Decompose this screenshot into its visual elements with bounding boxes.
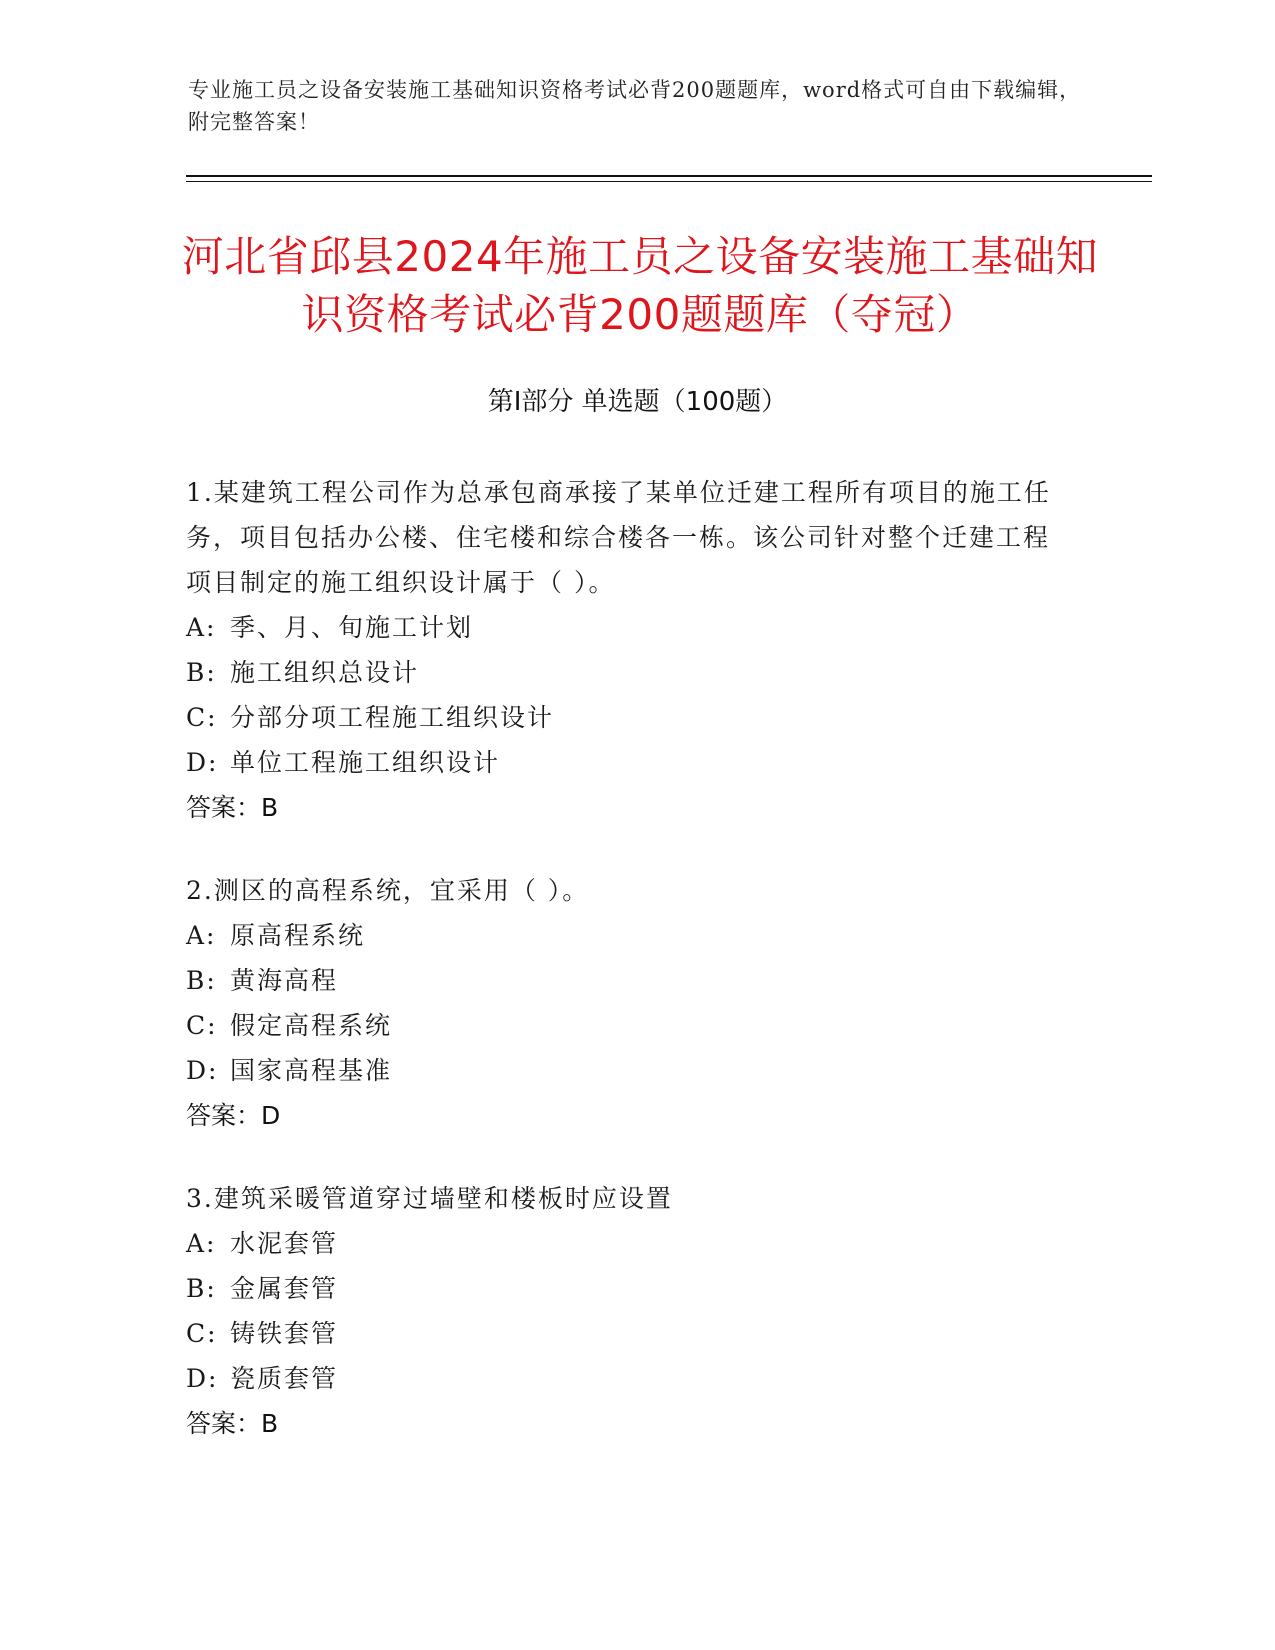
option-text: 金属套管 bbox=[230, 1274, 339, 1303]
question-stem: 2.测区的高程系统，宜采用（ ）。 bbox=[186, 876, 590, 905]
option-text: 国家高程基准 bbox=[230, 1056, 393, 1085]
option-a bbox=[186, 1221, 1066, 1266]
answer-line: 答案：B bbox=[186, 793, 279, 822]
option-key: A: bbox=[186, 613, 217, 642]
option-d bbox=[186, 740, 1066, 785]
option-text: 假定高程系统 bbox=[230, 1011, 393, 1040]
option-key: B: bbox=[186, 658, 217, 687]
option-key: C: bbox=[186, 1011, 218, 1040]
option-text: 施工组织总设计 bbox=[230, 658, 420, 687]
option-d bbox=[186, 1356, 1066, 1401]
option-c bbox=[186, 1003, 1066, 1048]
option-b bbox=[186, 1266, 1066, 1311]
option-key: B: bbox=[186, 966, 217, 995]
option-text: 瓷质套管 bbox=[230, 1364, 339, 1393]
section-title: 第Ⅰ部分 单选题（100题） bbox=[487, 387, 788, 417]
option-d bbox=[186, 1048, 1066, 1093]
header-divider-thin bbox=[186, 181, 1152, 182]
option-c bbox=[186, 1311, 1066, 1356]
option-a bbox=[186, 605, 1066, 650]
question-list bbox=[186, 470, 1066, 1484]
question-stem: 3.建筑采暖管道穿过墙壁和楼板时应设置 bbox=[186, 1184, 673, 1213]
question-1 bbox=[186, 470, 1066, 830]
option-text: 季、月、旬施工计划 bbox=[230, 613, 474, 642]
option-text: 单位工程施工组织设计 bbox=[230, 748, 501, 777]
option-key: A: bbox=[186, 921, 217, 950]
option-b bbox=[186, 650, 1066, 695]
document-title: 河北省邱县2024年施工员之设备安装施工基础知识资格考试必背200题题库（夺冠） bbox=[181, 232, 1099, 339]
option-key: D: bbox=[186, 1056, 219, 1085]
option-key: D: bbox=[186, 748, 219, 777]
option-text: 水泥套管 bbox=[230, 1229, 339, 1258]
option-b bbox=[186, 958, 1066, 1003]
option-text: 原高程系统 bbox=[230, 921, 366, 950]
option-a bbox=[186, 913, 1066, 958]
question-stem: 1.某建筑工程公司作为总承包商承接了某单位迁建工程所有项目的施工任务，项目包括办公楼、住宅楼和综合楼各一栋。该公司针对整个迁建工程项目制定的施工组织设计属于（ ）。 bbox=[186, 478, 1051, 597]
question-3 bbox=[186, 1176, 1066, 1446]
option-text: 铸铁套管 bbox=[230, 1319, 339, 1348]
option-text: 黄海高程 bbox=[230, 966, 339, 995]
option-key: D: bbox=[186, 1364, 219, 1393]
header-note: 专业施工员之设备安装施工基础知识资格考试必背200题题库，word格式可自由下载编辑，附完整答案！ bbox=[188, 78, 1082, 134]
header-divider-thick bbox=[186, 175, 1152, 177]
answer-line: 答案：B bbox=[186, 1409, 279, 1438]
option-c bbox=[186, 695, 1066, 740]
answer-line: 答案：D bbox=[186, 1101, 281, 1130]
option-key: A: bbox=[186, 1229, 217, 1258]
option-key: C: bbox=[186, 1319, 218, 1348]
option-key: C: bbox=[186, 703, 218, 732]
option-text: 分部分项工程施工组织设计 bbox=[230, 703, 555, 732]
option-key: B: bbox=[186, 1274, 217, 1303]
question-2 bbox=[186, 868, 1066, 1138]
